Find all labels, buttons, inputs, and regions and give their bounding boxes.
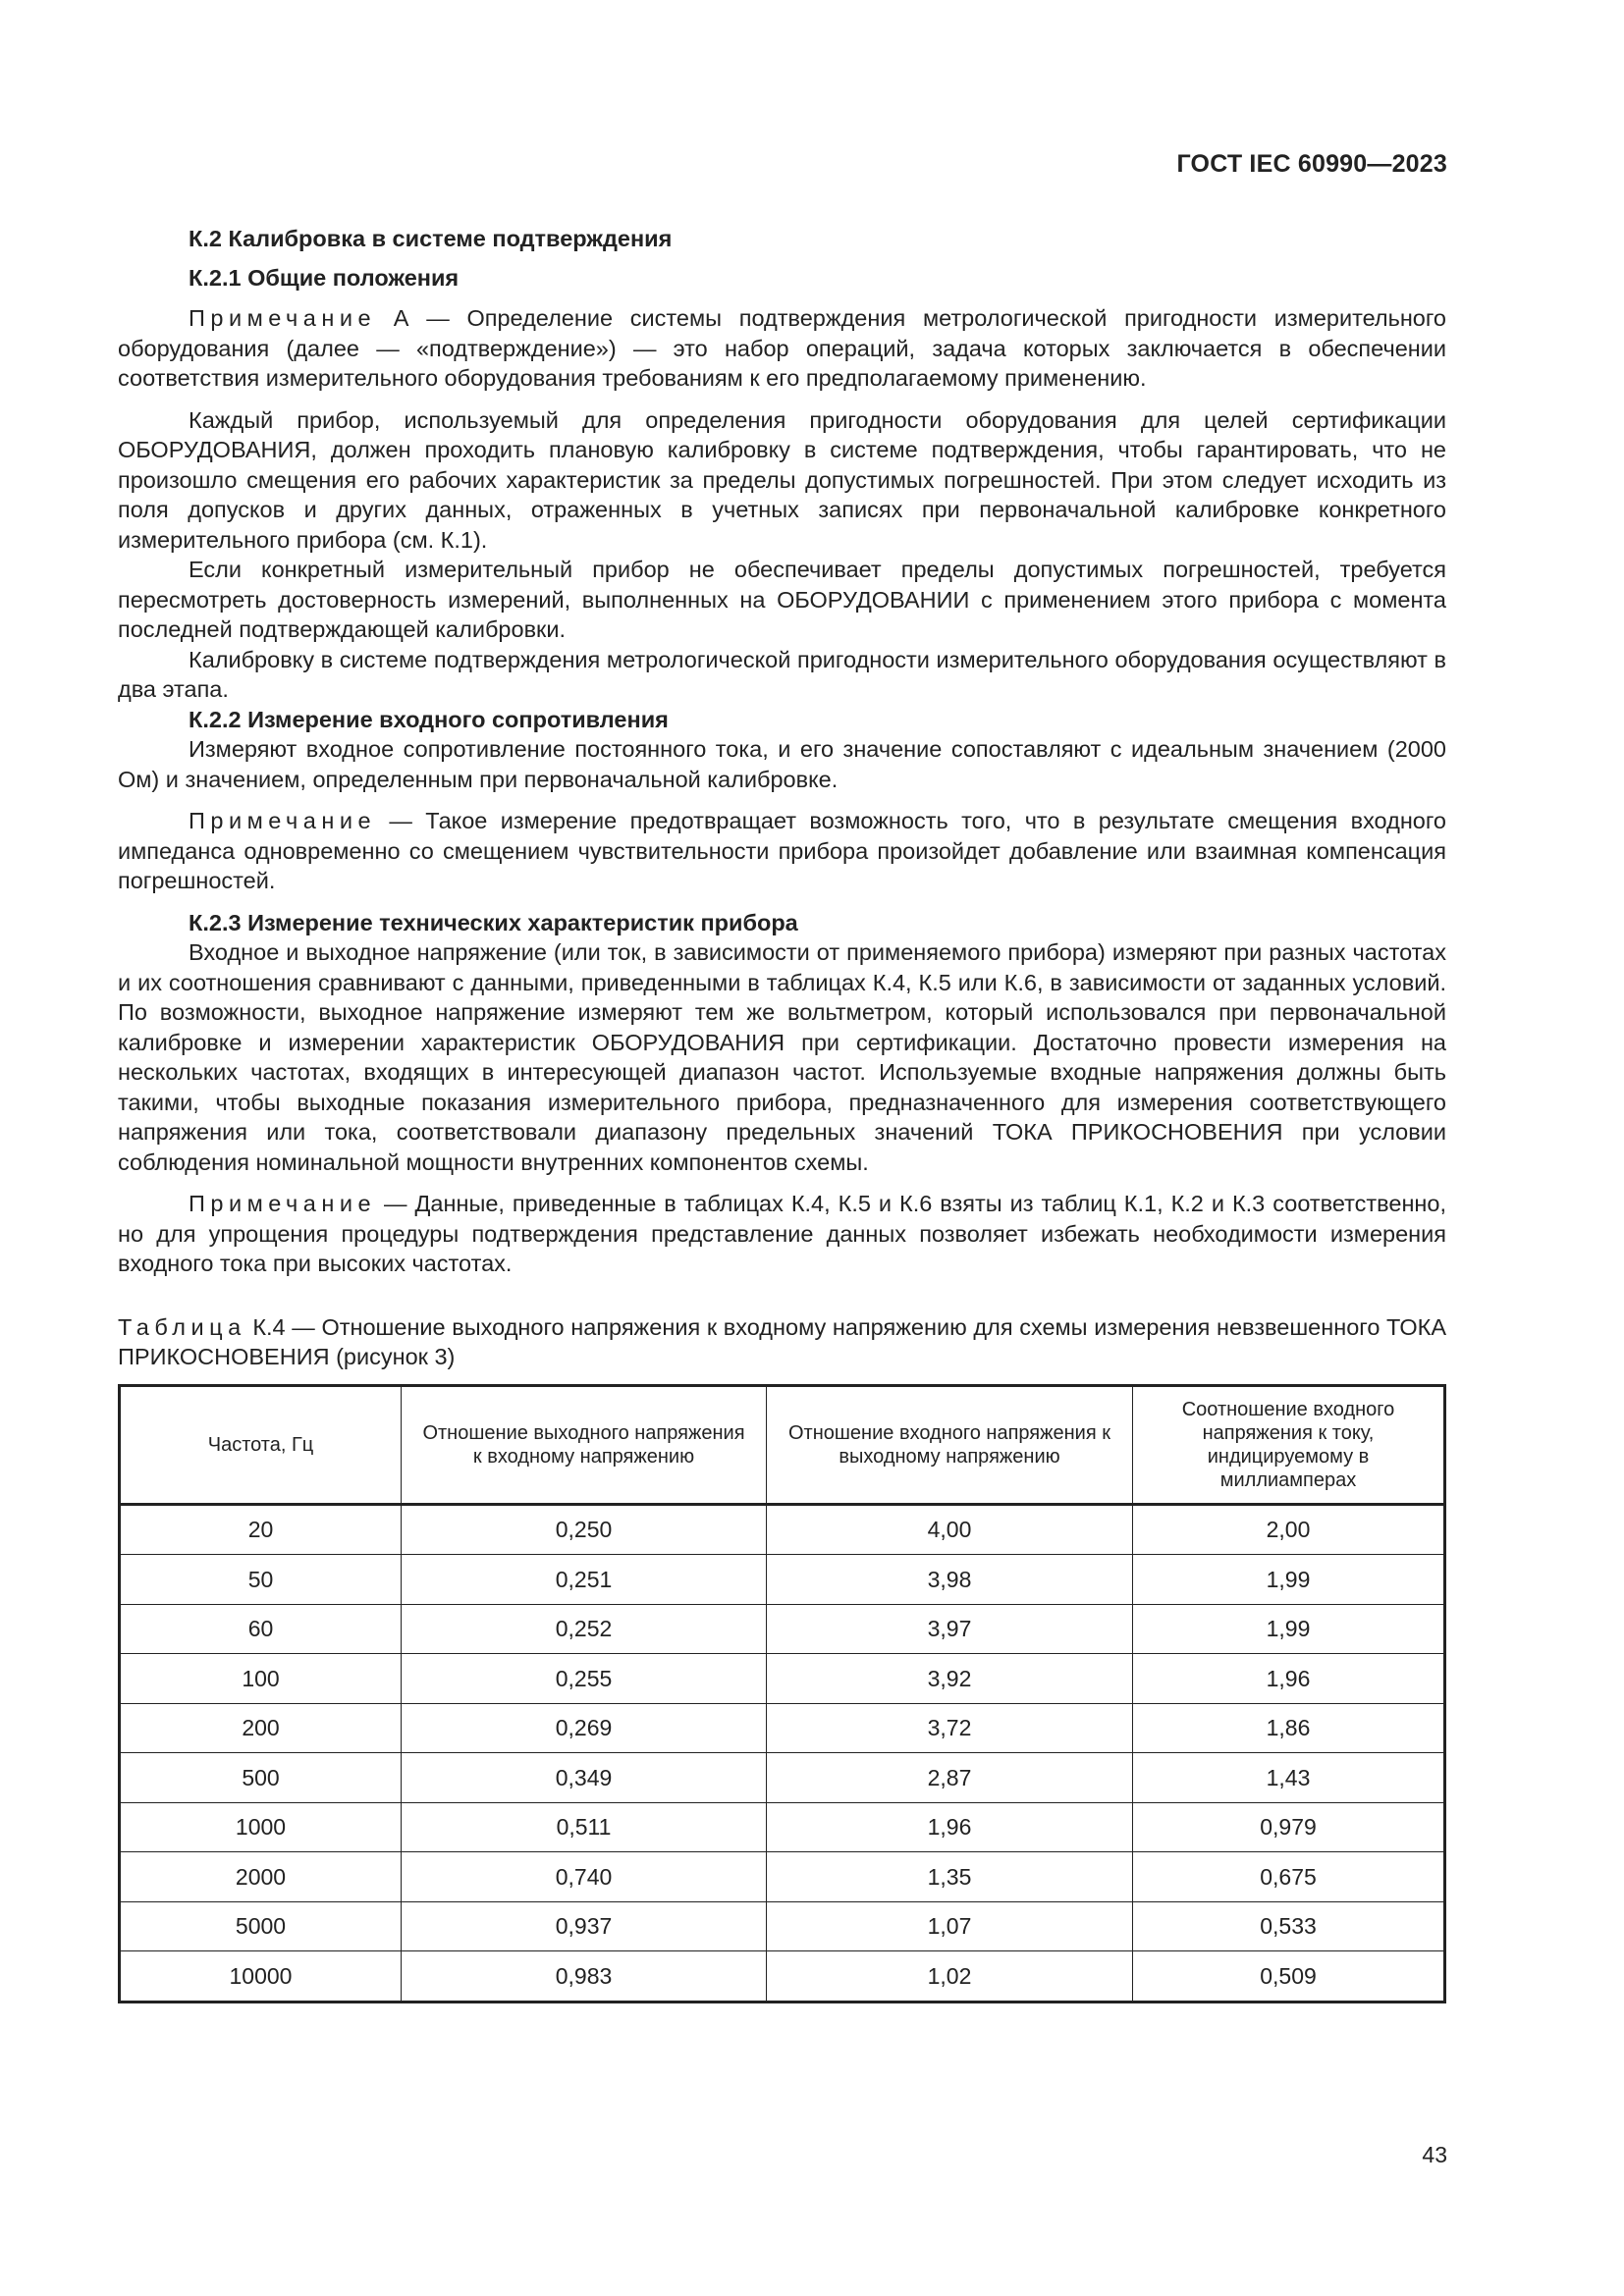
note-label: Примечание [189,305,377,331]
section-k21-heading: К.2.1 Общие положения [189,264,460,291]
table-cell: 60 [120,1604,402,1654]
table-cell: 2,87 [767,1753,1133,1803]
table-header-voltage-current-ratio: Соотношение входного напряжения к току, индицируемому в миллиамперах [1133,1385,1445,1504]
table-cell: 10000 [120,1951,402,2002]
table-cell: 0,511 [402,1802,767,1852]
table-cell: 0,250 [402,1504,767,1555]
table-row [120,1753,1445,1803]
table-cell: 4,00 [767,1504,1133,1555]
note-text: — Данные, приведенные в таблицах К.4, К.5 и К.6 взяты из таблиц К.1, К.2 и К.3 соответственно, но для упрощения процедуры подтверждения представление данных позволяет избежать необходимости измерения входного тока при высоких частотах. [118,1191,1446,1276]
note-text: А — Определение системы подтверждения метрологической пригодности измерительного оборудования (далее — «подтверждение») — это набор операций, задача которых заключается в обеспечении соответствия измерительного оборудования требованиям к его предполагаемому применению. [118,305,1446,391]
paragraph-k22-1: Измеряют входное сопротивление постоянного тока, и его значение сопоставляют с идеальным значением (2000 Ом) и значением, определенным при первоначальной калибровке. [118,736,1446,792]
table-cell: 0,675 [1133,1852,1445,1902]
note-label: Примечание [189,1191,377,1216]
table-cell: 1,86 [1133,1703,1445,1753]
document-body [118,224,1446,2003]
paragraph-k23-1: Входное и выходное напряжение (или ток, в зависимости от применяемого прибора) измеряют при разных частотах и их соотношения сравнивают с данными, приведенными в таблицах К.4, К.5 или К.6, в зависимости от заданных условий. По возможности, выходное напряжение измеряют тем же вольтметром, который использовался при первоначальной калибровке и измерении характеристик ОБОРУДОВАНИЯ при сертификации. Достаточно провести измерения на нескольких частотах, входящих в интересующей диапазон частот. Используемые входные напряжения должны быть такими, чтобы выходные показания измерительного прибора, предназначенного для измерения соответствующего напряжения или тока, соответствовали диапазону предельных значений ТОКА ПРИКОСНОВЕНИЯ при условии соблюдения номинальной мощности внутренних компонентов схемы. [118,939,1446,1175]
table-cell: 3,98 [767,1555,1133,1605]
table-cell: 20 [120,1504,402,1555]
table-cell: 0,509 [1133,1951,1445,2002]
table-row [120,1901,1445,1951]
table-cell: 3,92 [767,1654,1133,1704]
table-cell: 1,35 [767,1852,1133,1902]
note-k21 [118,303,1446,394]
table-row [120,1802,1445,1852]
table-cell: 3,97 [767,1604,1133,1654]
table-cell: 0,740 [402,1852,767,1902]
table-cell: 1,07 [767,1901,1133,1951]
table-row [120,1555,1445,1605]
table-cell: 100 [120,1654,402,1704]
table-cell: 0,979 [1133,1802,1445,1852]
table-caption-label: Таблица [118,1313,246,1340]
page-number: 43 [1422,2142,1447,2167]
table-header-row [120,1385,1445,1504]
table-cell: 0,983 [402,1951,767,2002]
table-cell: 1,96 [767,1802,1133,1852]
note-text: — Такое измерение предотвращает возможность того, что в результате смещения входного импеданса одновременно со смещением чувствительности прибора произойдет добавление или взаимная компенсация погрешностей. [118,808,1446,893]
table-row [120,1852,1445,1902]
table-k4-block [118,1312,1446,2003]
table-cell: 0,937 [402,1901,767,1951]
paragraph-k21-3: Калибровку в системе подтверждения метрологической пригодности измерительного оборудования осуществляют в два этапа. [118,646,1446,702]
table-header-input-output-ratio: Отношение входного напряжения к выходному напряжению [767,1385,1133,1504]
section-k2-heading: К.2 Калибровка в системе подтверждения [189,226,673,251]
table-header-output-input-ratio: Отношение выходного напряжения к входному напряжению [402,1385,767,1504]
table-header-frequency: Частота, Гц [120,1385,402,1504]
note-k23 [118,1189,1446,1279]
table-cell: 0,269 [402,1703,767,1753]
table-cell: 1,99 [1133,1555,1445,1605]
table-cell: 0,252 [402,1604,767,1654]
note-label: Примечание [189,808,377,833]
table-row [120,1654,1445,1704]
table-row [120,1951,1445,2002]
table-cell: 0,251 [402,1555,767,1605]
section-k23-heading: К.2.3 Измерение технических характеристик прибора [189,909,798,935]
table-cell: 1,99 [1133,1604,1445,1654]
table-cell: 0,533 [1133,1901,1445,1951]
table-caption [118,1312,1446,1372]
table-cell: 0,349 [402,1753,767,1803]
table-caption-text: К.4 — Отношение выходного напряжения к входному напряжению для схемы измерения невзвешенного ТОКА ПРИКОСНОВЕНИЯ (рисунок 3) [118,1313,1446,1369]
paragraph-k21-2: Если конкретный измерительный прибор не обеспечивает пределы допустимых погрешностей, требуется пересмотреть достоверность измерений, выполненных на ОБОРУДОВАНИИ с применением этого прибора с момента последней подтверждающей калибровки. [118,557,1446,642]
section-k22-heading: К.2.2 Измерение входного сопротивления [189,706,669,732]
table-cell: 1,96 [1133,1654,1445,1704]
table-cell: 200 [120,1703,402,1753]
table-cell: 2000 [120,1852,402,1902]
table-cell: 1000 [120,1802,402,1852]
table-cell: 0,255 [402,1654,767,1704]
table-cell: 5000 [120,1901,402,1951]
table-cell: 2,00 [1133,1504,1445,1555]
table-cell: 3,72 [767,1703,1133,1753]
document-standard-id: ГОСТ IEC 60990—2023 [1176,150,1447,178]
table-cell: 50 [120,1555,402,1605]
table-k4 [118,1384,1446,2003]
table-row [120,1703,1445,1753]
paragraph-k21-1: Каждый прибор, используемый для определения пригодности оборудования для целей сертификации ОБОРУДОВАНИЯ, должен проходить плановую калибровку в системе подтверждения, чтобы гарантировать, что не произошло смещения его рабочих характеристик за пределы допустимых погрешностей. При этом следует исходить из поля допусков и других данных, отраженных в учетных записях при первоначальной калибровке конкретного измерительного прибора (см. К.1). [118,406,1446,553]
table-row [120,1604,1445,1654]
table-cell: 1,02 [767,1951,1133,2002]
table-cell: 1,43 [1133,1753,1445,1803]
table-cell: 500 [120,1753,402,1803]
note-k22 [118,806,1446,896]
table-row [120,1504,1445,1555]
